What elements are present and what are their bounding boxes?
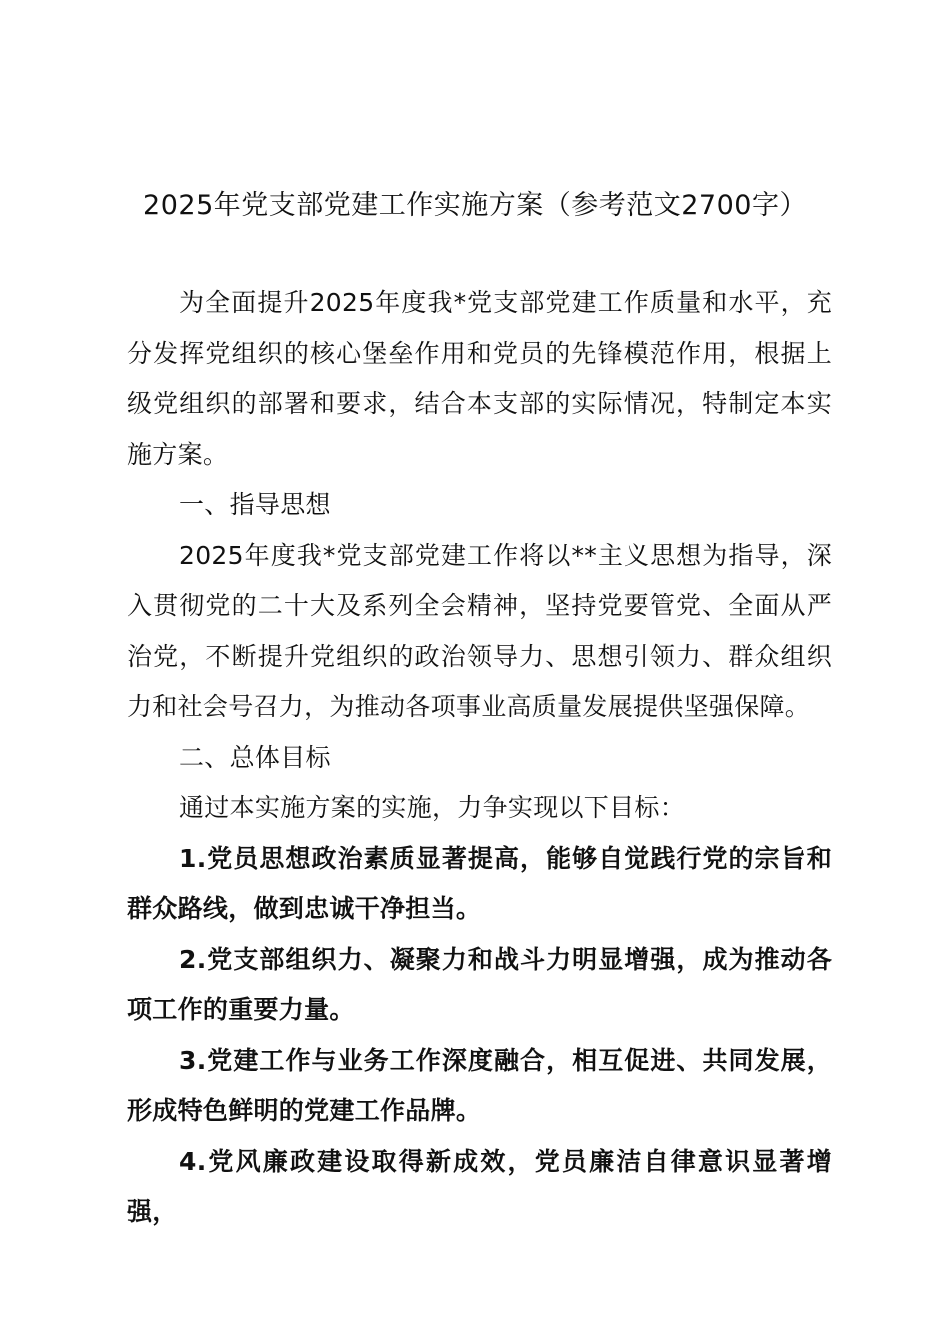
section-heading-guiding-ideology: 一、指导思想: [179, 490, 331, 519]
goal-item-1: 1.党员思想政治素质显著提高，能够自觉践行党的宗旨和群众路线，做到忠诚干净担当。: [127, 843, 832, 923]
goal-item-2: 2.党支部组织力、凝聚力和战斗力明显增强，成为推动各项工作的重要力量。: [127, 944, 832, 1024]
document-body: [127, 278, 832, 1238]
goal-item-3: 3.党建工作与业务工作深度融合，相互促进、共同发展，形成特色鲜明的党建工作品牌。: [127, 1045, 832, 1125]
guiding-ideology-paragraph: 2025年度我*党支部党建工作将以**主义思想为指导，深入贯彻党的二十大及系列全会精神，坚持党要管党、全面从严治党，不断提升党组织的政治领导力、思想引领力、群众组织力和社会号召力，为推动各项事业高质量发展提供坚强保障。: [127, 540, 832, 721]
intro-paragraph: 为全面提升2025年度我*党支部党建工作质量和水平，充分发挥党组织的核心堡垒作用和党员的先锋模范作用，根据上级党组织的部署和要求，结合本支部的实际情况，特制定本实施方案。: [127, 288, 832, 469]
goal-item-4: 4.党风廉政建设取得新成效，党员廉洁自律意识显著增强，: [127, 1146, 832, 1226]
document-title: 2025年党支部党建工作实施方案（参考范文2700字）: [143, 190, 807, 221]
section-heading-overall-goals: 二、总体目标: [179, 742, 331, 772]
goals-intro-paragraph: 通过本实施方案的实施，力争实现以下目标：: [179, 793, 686, 822]
